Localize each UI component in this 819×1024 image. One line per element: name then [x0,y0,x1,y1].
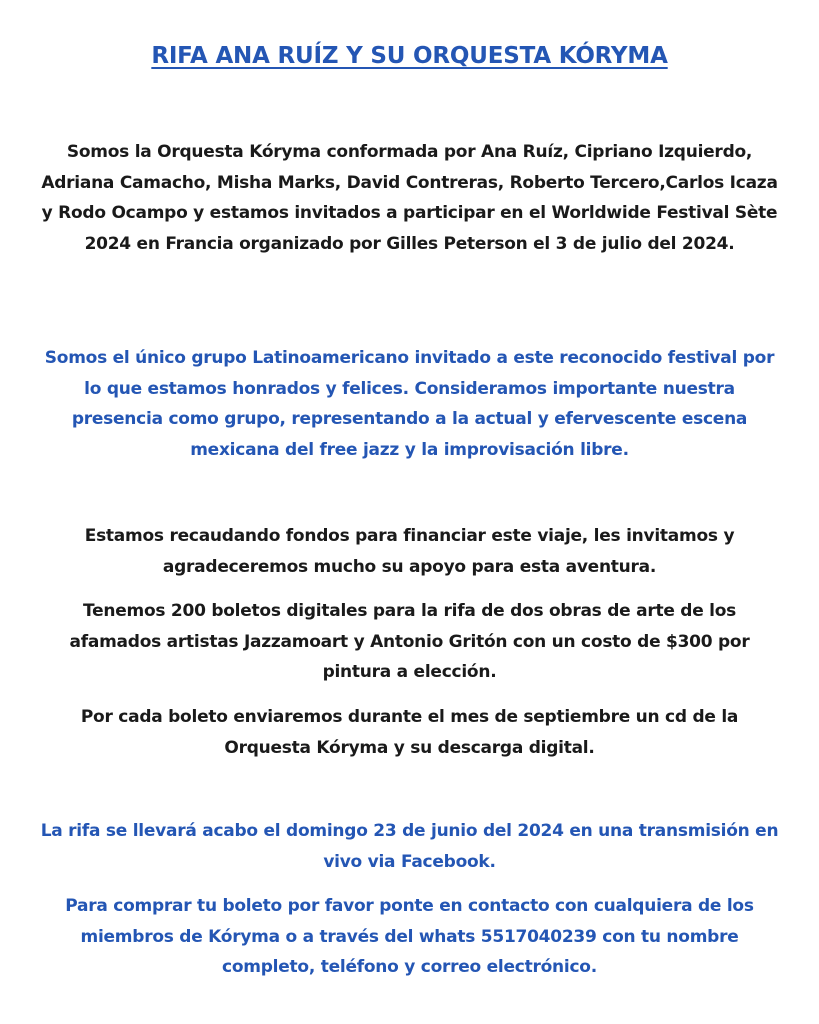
page-title: RIFA ANA RUÍZ Y SU ORQUESTA KÓRYMA [151,43,668,69]
raffle-date-paragraph: La rifa se llevará acabo el domingo 23 de junio del 2024 en una transmisión en vivo via Facebook. [40,821,779,872]
contact-paragraph: Para comprar tu boleto por favor ponte en contacto con cualquiera de los miembros de Kóryma o a través del whats 5517040239 con tu nombre completo, teléfono y correo electrónico. [65,896,754,977]
intro-paragraph: Somos la Orquesta Kóryma conformada por Ana Ruíz, Cipriano Izquierdo, Adriana Camacho, Misha Marks, David Contreras, Roberto Tercero,Carlos Icaza y Rodo Ocampo y estamos invitados a participar en el Worldwide Festival Sète 2024 en Francia organizado por Gilles Peterson el 3 de julio del 2024. [41,142,778,254]
reward-paragraph: Por cada boleto enviaremos durante el mes de septiembre un cd de la Orquesta Kóryma y su descarga digital. [80,707,739,758]
fundraising-paragraph: Estamos recaudando fondos para financiar este viaje, les invitamos y agradeceremos mucho su apoyo para esta aventura. [84,526,735,577]
festival-paragraph: Somos el único grupo Latinoamericano invitado a este reconocido festival por lo que estamos honrados y felices. Consideramos importante nuestra presencia como grupo, representando a la actual y efervescente escena mexicana del free jazz y la improvisación libre. [44,348,775,460]
tickets-paragraph: Tenemos 200 boletos digitales para la rifa de dos obras de arte de los afamados artistas Jazzamoart y Antonio Gritón con un costo de $300 por pintura a elección. [69,601,750,682]
